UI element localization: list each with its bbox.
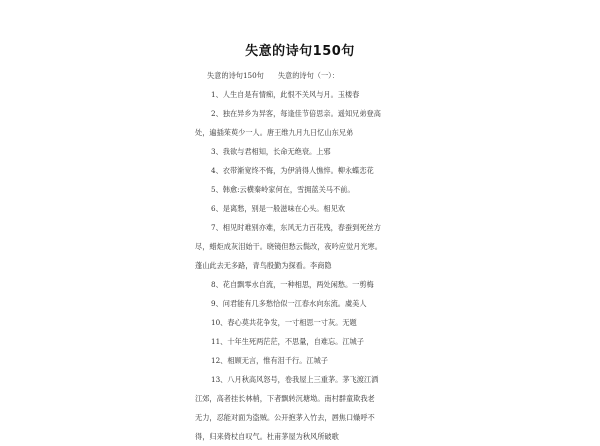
- poem-line-5: 5、韩愈:云横秦岭家何在，雪拥蓝关马不前。: [211, 185, 355, 194]
- poem-line-11: 11、十年生死两茫茫，不思量，自难忘。江城子: [211, 337, 364, 346]
- poem-line-7-cont-1: 尽，蜡炬成灰泪始干。晓镜但愁云鬓改，夜吟应觉月光寒。: [195, 242, 382, 251]
- poem-line-12: 12、相顾无言，惟有泪千行。江城子: [211, 356, 328, 365]
- poem-line-2-cont: 处，遍插茱萸少一人。唐王维九月九日忆山东兄弟: [195, 128, 354, 137]
- poem-line-7-cont-2: 蓬山此去无多路，青鸟殷勤为探看。李商隐: [195, 261, 332, 270]
- poem-line-9: 9、问君能有几多愁恰似一江春水向东流。虞美人: [211, 299, 367, 308]
- intro-right: 失意的诗句（一）：: [277, 71, 339, 80]
- poem-line-6: 6、是离愁，别是一般滋味在心头。相见欢: [211, 204, 345, 213]
- intro-line: [195, 66, 420, 85]
- poem-line-3: 3、我欲与君相知，长命无绝衰。上邪: [211, 147, 331, 156]
- poem-line-2: 2、独在异乡为异客，每逢佳节倍思亲。遥知兄弟登高: [211, 109, 381, 118]
- poem-line-13-cont-3: 得，归来倚杖自叹气。杜甫茅屋为秋风所破歌: [195, 432, 339, 441]
- page-title: 失意的诗句150句: [245, 44, 355, 59]
- document-body: [195, 66, 420, 446]
- poem-line-13-cont-2: 无力，忍能对面为盗贼。公开抱茅入竹去，唇焦口燥呼不: [195, 413, 375, 422]
- poem-line-8: 8、花自飘零水自流，一种相思，两处闲愁。一剪梅: [211, 280, 374, 289]
- poem-line-13-cont-1: 江郊，高者挂长林梢，下者飘转沉塘坳。南村群童欺我老: [195, 394, 375, 403]
- intro-left: 失意的诗句150句: [207, 71, 264, 80]
- poem-line-13: 13、八月秋高风怒号，卷我屋上三重茅。茅飞渡江洒: [211, 375, 379, 384]
- poem-line-4: 4、衣带渐宽终不悔，为伊消得人憔悴。柳永蝶恋花: [211, 166, 374, 175]
- poem-line-7: 7、相见时难别亦难，东风无力百花残，春蚕到死丝方: [211, 223, 381, 232]
- poem-line-10: 10、春心莫共花争发，一寸相思一寸灰。无题: [211, 318, 357, 327]
- poem-line-1: 1、人生自是有情痴，此恨不关风与月。玉楼春: [211, 90, 360, 99]
